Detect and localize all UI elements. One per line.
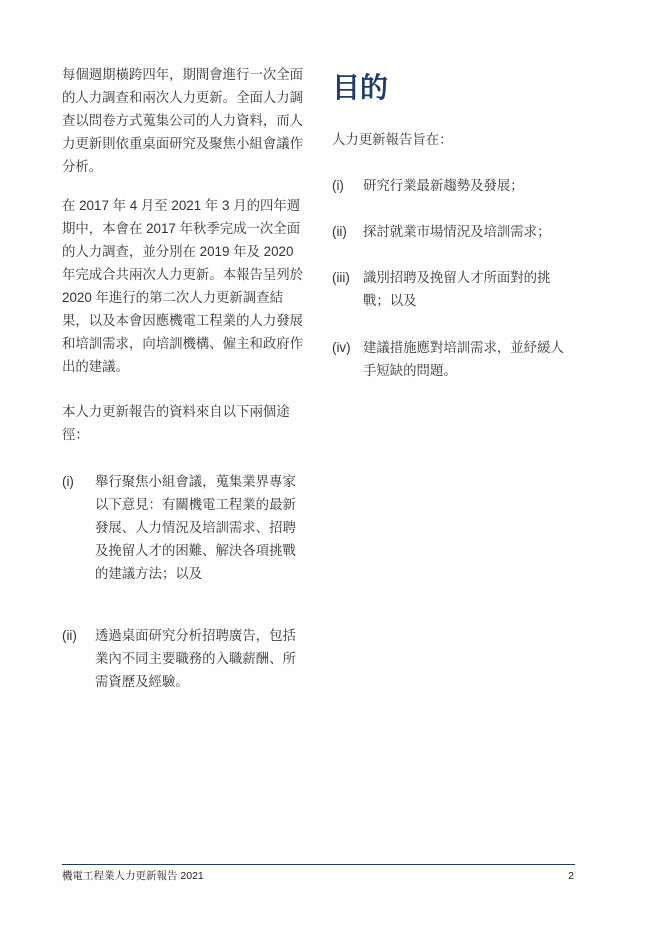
paragraph-line: 2020 年進行的第二次人力更新調查結 bbox=[62, 290, 283, 305]
list-item-line: 透過桌面研究分析招聘廣告，包括 bbox=[95, 628, 296, 643]
paragraph-line: 人力更新報告旨在： bbox=[332, 132, 453, 147]
list-item bbox=[332, 220, 572, 243]
cycle-paragraph bbox=[62, 194, 303, 378]
sources-paragraph bbox=[62, 400, 290, 446]
list-item bbox=[332, 174, 572, 197]
list-item-text bbox=[363, 174, 524, 197]
list-item bbox=[332, 266, 572, 312]
paragraph-line: 分析。 bbox=[62, 159, 103, 174]
list-item-line: 以下意見：有關機電工程業的最新 bbox=[95, 497, 296, 512]
paragraph-line: 力更新則依重桌面研究及聚焦小組會議作 bbox=[62, 136, 304, 151]
list-item-text bbox=[363, 220, 550, 243]
list-item-label: (i) bbox=[62, 474, 74, 489]
list-item bbox=[62, 470, 307, 585]
purpose-intro bbox=[332, 128, 453, 151]
list-item-line: 的建議方法；以及 bbox=[95, 566, 203, 581]
intro-paragraph bbox=[62, 63, 303, 178]
footer-title: 機電工程業人力更新報告 2021 bbox=[62, 870, 204, 882]
page-number: 2 bbox=[568, 870, 574, 882]
list-item-text bbox=[363, 336, 564, 382]
list-item-line: 建議措施應對培訓需求，並紓緩人 bbox=[363, 340, 564, 355]
list-item-line: 戰；以及 bbox=[363, 293, 417, 308]
list-item-line: 識別招聘及挽留人才所面對的挑 bbox=[363, 270, 551, 285]
list-item bbox=[332, 336, 572, 382]
list-item-line: 探討就業市場情況及培訓需求； bbox=[363, 224, 551, 239]
paragraph-line: 在 2017 年 4 月至 2021 年 3 月的四年週 bbox=[62, 198, 301, 213]
list-item-label: (ii) bbox=[332, 224, 347, 239]
list-item-line: 研究行業最新趨勢及發展； bbox=[363, 178, 524, 193]
paragraph-line: 果，以及本會因應機電工程業的人力發展 bbox=[62, 313, 304, 328]
footer-divider bbox=[62, 864, 575, 865]
list-item-text bbox=[95, 624, 296, 693]
list-item-label: (iii) bbox=[332, 270, 350, 285]
list-item-text bbox=[95, 470, 296, 585]
list-item-label: (i) bbox=[332, 178, 344, 193]
list-item-line: 舉行聚焦小組會議，蒐集業界專家 bbox=[95, 474, 296, 489]
list-item-line: 及挽留人才的困難、解決各項挑戰 bbox=[95, 543, 296, 558]
paragraph-line: 徑： bbox=[62, 427, 89, 442]
list-item-line: 發展、人力情況及培訓需求、招聘 bbox=[95, 520, 296, 535]
list-item-text bbox=[363, 266, 550, 312]
paragraph-line: 的人力調查，並分別在 2019 年及 2020 bbox=[62, 244, 294, 259]
paragraph-line: 查以問卷方式蒐集公司的人力資料，而人 bbox=[62, 113, 304, 128]
list-item-line: 手短缺的問題。 bbox=[363, 363, 457, 378]
paragraph-line: 的人力調查和兩次人力更新。全面人力調 bbox=[62, 90, 304, 105]
paragraph-line: 每個週期橫跨四年，期間會進行一次全面 bbox=[62, 67, 304, 82]
paragraph-line: 年完成合共兩次人力更新。本報告呈列於 bbox=[62, 267, 304, 282]
list-item-line: 業內不同主要職務的入職薪酬、所 bbox=[95, 651, 296, 666]
paragraph-line: 本人力更新報告的資料來自以下兩個途 bbox=[62, 404, 290, 419]
list-item-label: (iv) bbox=[332, 340, 351, 355]
paragraph-line: 期中，本會在 2017 年秋季完成一次全面 bbox=[62, 221, 301, 236]
paragraph-line: 和培訓需求，向培訓機構、僱主和政府作 bbox=[62, 336, 304, 351]
page-footer bbox=[62, 869, 574, 883]
section-heading: 目的 bbox=[332, 72, 389, 103]
list-item bbox=[62, 624, 307, 693]
list-item-label: (ii) bbox=[62, 628, 77, 643]
paragraph-line: 出的建議。 bbox=[62, 359, 129, 374]
list-item-line: 需資歷及經驗。 bbox=[95, 674, 189, 689]
